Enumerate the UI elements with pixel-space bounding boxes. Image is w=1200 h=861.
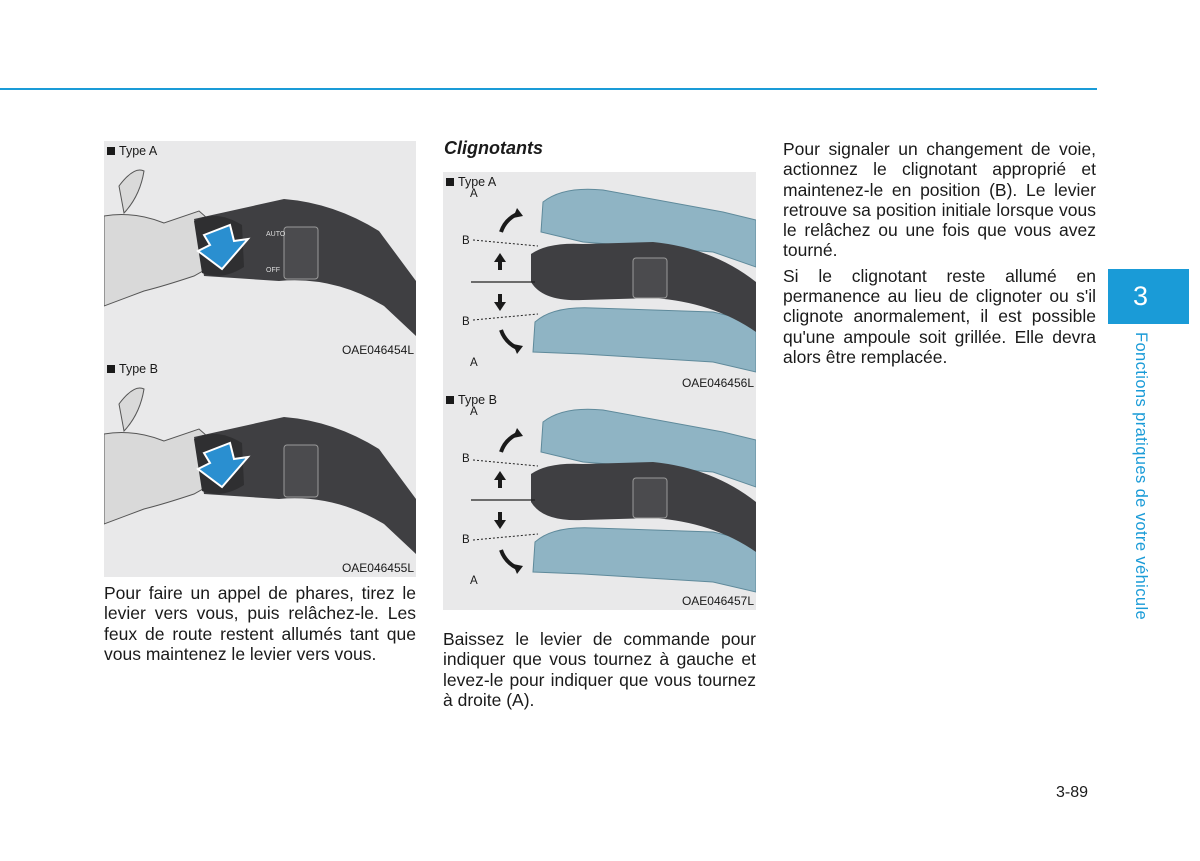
svg-text:OFF: OFF	[266, 267, 280, 274]
header-rule	[0, 88, 1097, 90]
figure-turn-signal-type-a	[443, 172, 756, 392]
lever-positions-illustration	[443, 392, 756, 610]
figure-code: OAE046455L	[341, 561, 414, 575]
figure-turn-signal-type-b	[443, 392, 756, 610]
position-label-b: B	[462, 534, 470, 546]
chapter-title: Fonctions pratiques de votre véhicule	[1132, 332, 1150, 621]
position-label-b: B	[462, 453, 470, 465]
lever-illustration	[104, 141, 416, 359]
position-label-a: A	[470, 406, 478, 418]
lever-illustration	[104, 359, 416, 577]
figure-headlight-flash-type-a	[104, 141, 416, 359]
headlight-flash-paragraph: Pour faire un appel de phares, tirez le levier vers vous, puis relâchez-le. Les feux de route restent allumés tant que vous maintenez le levier vers vous.	[104, 583, 416, 664]
svg-text:AUTO: AUTO	[266, 231, 286, 238]
figure-code: OAE046457L	[681, 594, 754, 608]
section-heading: Clignotants	[444, 138, 543, 158]
position-label-b: B	[462, 316, 470, 328]
lane-change-paragraph: Pour signaler un changement de voie, actionnez le clignotant approprié et maintenez-le en position (B). Le levier retrouve sa position initiale lorsque vous le relâchez ou une fois que vous avez tourné.	[783, 139, 1096, 261]
page-number: 3-89	[1056, 784, 1089, 801]
left-column-text	[104, 583, 416, 669]
position-label-b: B	[462, 235, 470, 247]
figure-headlight-flash-type-b	[104, 359, 416, 577]
position-label-a: A	[470, 575, 478, 587]
position-label-a: A	[470, 357, 478, 369]
bulb-warning-paragraph: Si le clignotant reste allumé en permanence au lieu de clignoter ou s'il clignote anormalement, il est possible qu'une ampoule soit grillée. Elle devra alors être remplacée.	[783, 265, 1096, 367]
figure-type-label: Type B	[107, 362, 158, 376]
middle-column-text	[443, 629, 756, 715]
figure-type-label: Type A	[107, 144, 157, 158]
position-label-a: A	[470, 188, 478, 200]
figure-code: OAE046456L	[681, 376, 754, 390]
chapter-tab: 3	[1108, 269, 1189, 324]
figure-code: OAE046454L	[341, 343, 414, 357]
lever-positions-illustration	[443, 172, 756, 392]
right-column-text	[783, 139, 1096, 372]
figure-type-label: Type B	[446, 393, 497, 407]
turn-signal-paragraph: Baissez le levier de commande pour indiquer que vous tournez à gauche et levez-le pour indiquer que vous tournez à droite (A).	[443, 629, 756, 710]
figure-type-label: Type A	[446, 175, 496, 189]
